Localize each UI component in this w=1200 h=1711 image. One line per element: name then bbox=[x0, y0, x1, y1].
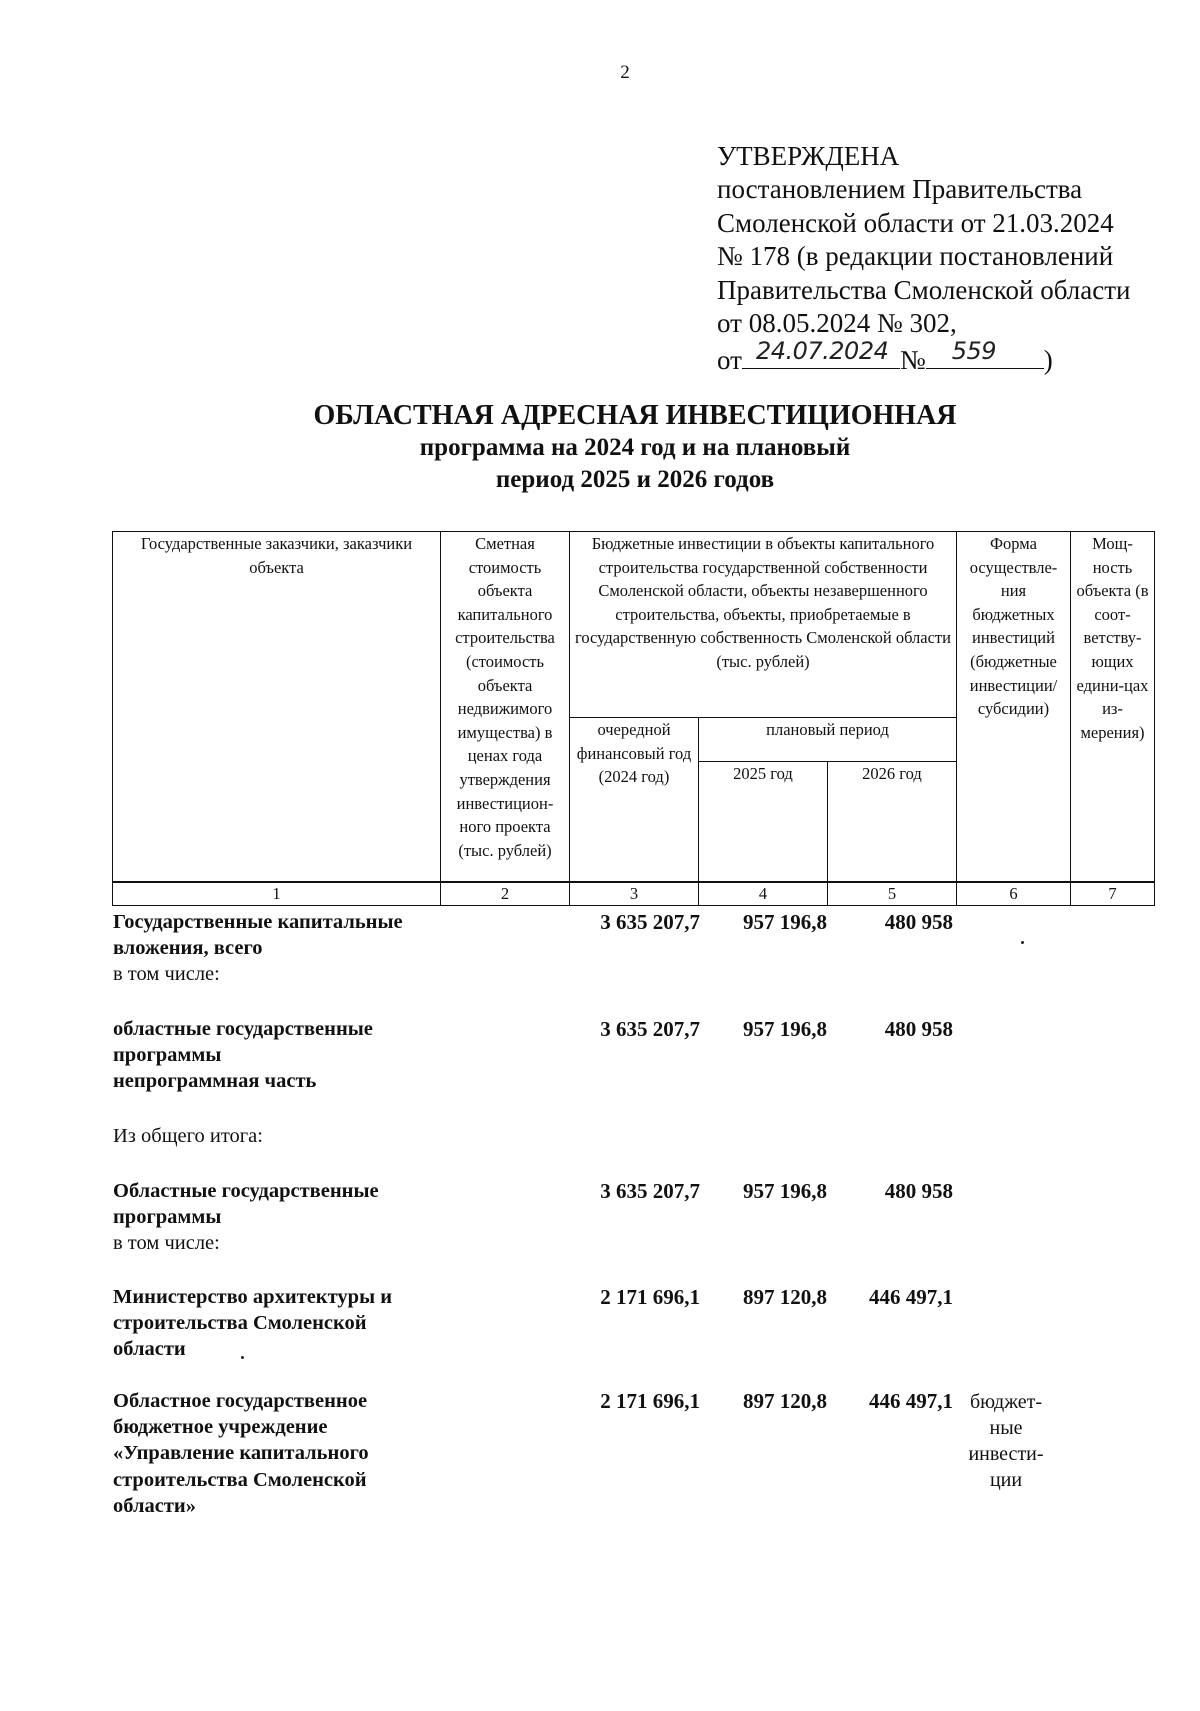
header-customers: Государственные заказчики, заказчики объекта bbox=[113, 532, 441, 882]
approval-line: Смоленской области от 21.03.2024 bbox=[717, 207, 1114, 238]
column-number: 6 bbox=[957, 883, 1071, 906]
value-2025: 897 120,8 bbox=[743, 1389, 827, 1413]
value-2025: 897 120,8 bbox=[743, 1285, 827, 1309]
amendment-prefix: от bbox=[717, 345, 742, 376]
header-year-2026: 2026 год bbox=[828, 762, 957, 882]
title-line-2: программа на 2024 год и на плановый bbox=[419, 434, 851, 461]
column-number: 7 bbox=[1071, 883, 1155, 906]
value-2024: 3 635 207,7 bbox=[600, 1017, 700, 1041]
page-number: 2 bbox=[620, 62, 630, 83]
value-2025: 957 196,8 bbox=[743, 1017, 827, 1041]
header-capacity: Мощ-ность объекта (в соот-ветству-ющих едини-цах из-мерения) bbox=[1071, 532, 1155, 882]
approval-line: постановлением Правительства bbox=[717, 174, 1083, 205]
handwritten-date-field bbox=[742, 337, 900, 369]
approval-block bbox=[717, 140, 1131, 378]
value-2024: 2 171 696,1 bbox=[600, 1285, 700, 1309]
header-current-year: очередной финансовый год (2024 год) bbox=[570, 718, 699, 882]
header-investment-form: Форма осуществле-ния бюджетных инвестиций (бюджетные инвестиции/ субсидии) bbox=[957, 532, 1071, 882]
row-sublabel: в том числе: bbox=[113, 1232, 220, 1255]
column-number: 1 bbox=[113, 883, 441, 906]
value-2024: 3 635 207,7 bbox=[600, 1179, 700, 1203]
row-sublabel: в том числе: bbox=[113, 963, 220, 986]
row-label: Министерство архитектуры и строительства Смоленской области bbox=[113, 1286, 393, 1361]
row-label: Областные государственные программы bbox=[113, 1180, 379, 1229]
stray-mark bbox=[1021, 941, 1024, 944]
approval-line: Правительства Смоленской области bbox=[717, 274, 1131, 305]
handwritten-date: 24.07.2024 bbox=[755, 337, 889, 366]
approval-heading: УТВЕРЖДЕНА bbox=[717, 141, 900, 171]
handwritten-number-field bbox=[926, 337, 1044, 369]
table-row bbox=[113, 1284, 433, 1363]
column-number: 2 bbox=[441, 883, 570, 906]
approval-line: от 08.05.2024 № 302, bbox=[717, 308, 957, 339]
amendment-number-sign: № bbox=[899, 345, 926, 376]
column-numbers bbox=[112, 882, 1155, 906]
table-row bbox=[113, 909, 433, 988]
row-label: областные государственные программы bbox=[113, 1018, 373, 1067]
row-label: Областное государственное бюджетное учреждение «Управление капитального строительства Смоленской области» bbox=[113, 1390, 369, 1517]
table-row bbox=[113, 1016, 433, 1095]
stray-mark bbox=[241, 1356, 244, 1359]
row-label: Государственные капитальные вложения, всего bbox=[113, 911, 403, 960]
column-number: 4 bbox=[699, 883, 828, 906]
value-2024: 2 171 696,1 bbox=[600, 1389, 700, 1413]
value-2024: 3 635 207,7 bbox=[600, 910, 700, 934]
column-number: 3 bbox=[570, 883, 699, 906]
value-2025: 957 196,8 bbox=[743, 910, 827, 934]
section-label: Из общего итога: bbox=[113, 1125, 263, 1147]
header-year-2025: 2025 год bbox=[699, 762, 828, 882]
handwritten-number: 559 bbox=[951, 337, 997, 366]
value-2026: 480 958 bbox=[884, 910, 953, 934]
table-header bbox=[112, 531, 1155, 882]
value-2026: 480 958 bbox=[884, 1179, 953, 1203]
header-budget-investments: Бюджетные инвестиции в объекты капитального строительства государственной собственности Смоленской области, объекты незавершенного строительства, объекты, приобретаемые в государственную собственность Смоленской области (тыс. рублей) bbox=[570, 532, 957, 718]
document-title bbox=[100, 400, 1170, 496]
column-number: 5 bbox=[828, 883, 957, 906]
value-2026: 446 497,1 bbox=[869, 1285, 953, 1309]
value-2026: 480 958 bbox=[884, 1017, 953, 1041]
amendment-suffix: ) bbox=[1043, 345, 1053, 376]
row-label: непрограммная часть bbox=[113, 1070, 317, 1093]
value-2026: 446 497,1 bbox=[869, 1389, 953, 1413]
header-planned-period: плановый период bbox=[699, 718, 957, 762]
approval-line: № 178 (в редакции постановлений bbox=[717, 241, 1114, 272]
title-line-3: период 2025 и 2026 годов bbox=[495, 466, 775, 493]
header-estimated-cost: Сметная стоимость объекта капитального строительства (стоимость объекта недвижимого имущества) в ценах года утверждения инвестицион-ного проекта (тыс. рублей) bbox=[441, 532, 570, 882]
table-row bbox=[113, 1178, 433, 1257]
title-line-1: ОБЛАСТНАЯ АДРЕСНАЯ ИНВЕСТИЦИОННАЯ bbox=[313, 400, 957, 431]
investment-form: бюджет-ные инвести-ции bbox=[968, 1391, 1044, 1491]
value-2025: 957 196,8 bbox=[743, 1179, 827, 1203]
approval-amendment-line bbox=[717, 337, 1131, 377]
table-row bbox=[113, 1388, 433, 1519]
